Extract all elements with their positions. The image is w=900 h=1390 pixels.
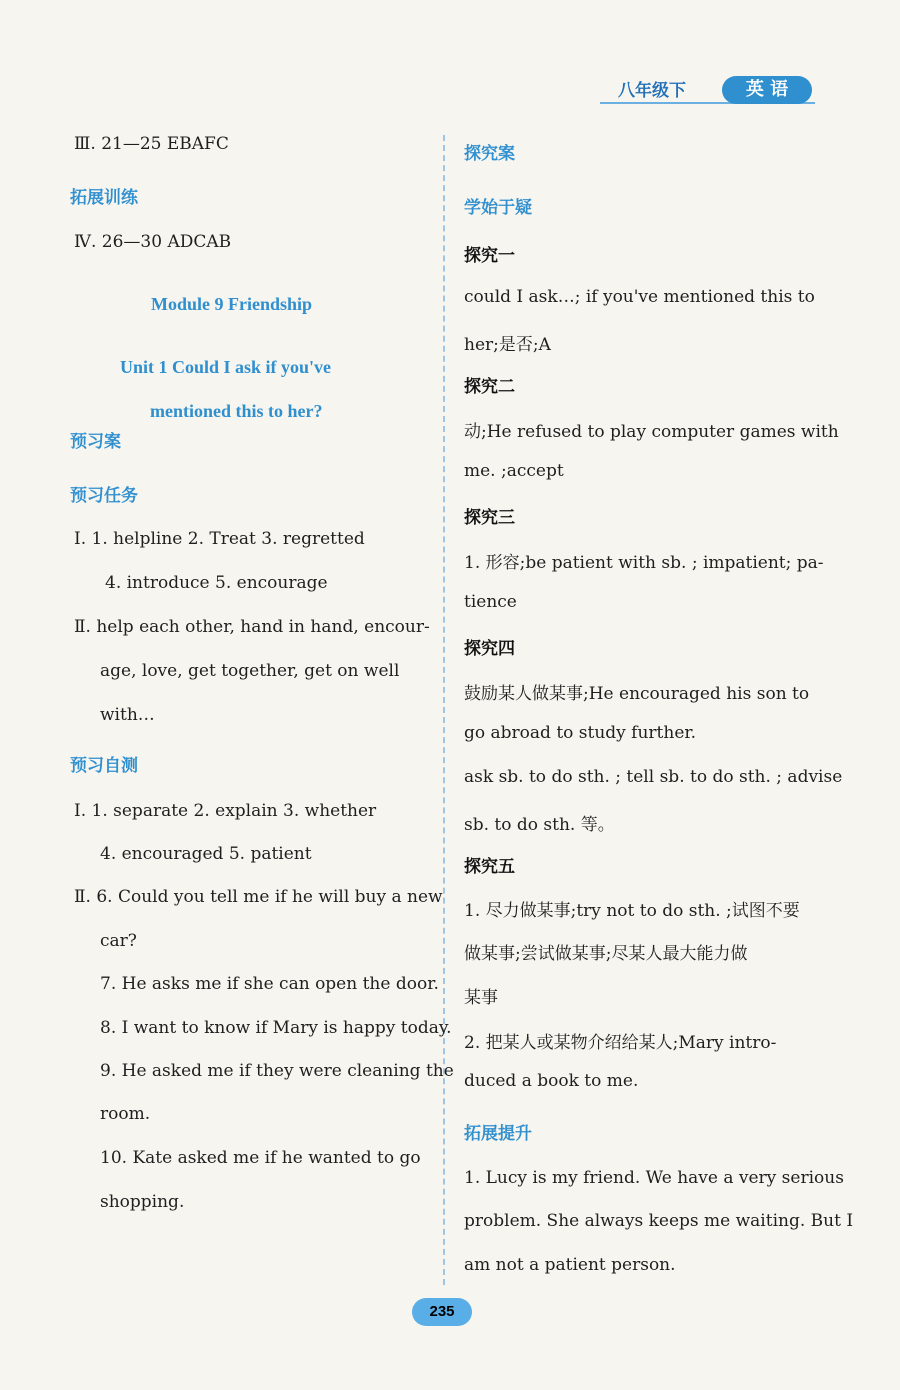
answer-line: sb. to do sth. 等。 (464, 815, 615, 835)
answer-line: problem. She always keeps me waiting. But I (464, 1211, 854, 1231)
answer-line: me. ;accept (464, 461, 564, 481)
answer-line: ask sb. to do sth. ; tell sb. to do sth. ; advise (464, 767, 843, 787)
sub-heading: 探究三 (464, 508, 515, 528)
answer-line: could I ask…; if you've mentioned this to (464, 287, 815, 307)
answer-line: 鼓励某人做某事;He encouraged his son to (464, 684, 810, 704)
answer-line: 1. Lucy is my friend. We have a very serious (464, 1168, 844, 1188)
page-number: 235 (412, 1298, 472, 1326)
answer-line: Ⅳ. 26—30 ADCAB (74, 232, 232, 252)
section-heading: 拓展提升 (464, 1124, 532, 1144)
answer-line: car? (100, 931, 137, 951)
answer-line: 做某事;尝试做某事;尽某人最大能力做 (464, 944, 748, 964)
answer-line: go abroad to study further. (464, 723, 697, 743)
unit-title: Unit 1 Could I ask if you've (120, 357, 332, 377)
answer-line: am not a patient person. (464, 1255, 676, 1275)
sub-heading: 探究二 (464, 377, 515, 397)
answer-line: age, love, get together, get on well (100, 661, 400, 681)
sub-heading: 探究五 (464, 857, 515, 877)
module-title: Module 9 Friendship (151, 294, 313, 314)
section-heading: 预习案 (70, 432, 121, 452)
answer-line: with… (100, 705, 155, 725)
section-heading: 学始于疑 (464, 198, 532, 218)
answer-line: Ⅱ. help each other, hand in hand, encour- (74, 617, 430, 637)
header-grade: 八年级下 (618, 81, 686, 101)
answer-line: 动;He refused to play computer games with (464, 422, 839, 442)
answer-line: 9. He asked me if they were cleaning the (100, 1061, 454, 1081)
section-heading: 预习自测 (70, 756, 138, 776)
answer-line: 2. 把某人或某物介绍给某人;Mary intro- (464, 1033, 777, 1053)
answer-line: Ⅱ. 6. Could you tell me if he will buy a new (74, 887, 443, 907)
answer-line: 某事 (464, 988, 498, 1008)
answer-line: 4. introduce 5. encourage (105, 573, 328, 593)
answer-line: tience (464, 592, 517, 612)
section-heading: 拓展训练 (70, 188, 138, 208)
answer-line: her;是否;A (464, 335, 551, 355)
subject-badge: 英 语 (722, 76, 812, 104)
sub-heading: 探究一 (464, 246, 515, 266)
column-divider (443, 135, 445, 1285)
unit-title: mentioned this to her? (150, 401, 323, 421)
answer-line: duced a book to me. (464, 1071, 639, 1091)
answer-line: shopping. (100, 1192, 185, 1212)
section-heading: 预习任务 (70, 486, 138, 506)
answer-line: 10. Kate asked me if he wanted to go (100, 1148, 421, 1168)
answer-line: Ⅲ. 21—25 EBAFC (74, 134, 229, 154)
answer-line: Ⅰ. 1. separate 2. explain 3. whether (74, 801, 377, 821)
answer-line: 7. He asks me if she can open the door. (100, 974, 439, 994)
answer-line: 1. 尽力做某事;try not to do sth. ;试图不要 (464, 901, 800, 921)
section-heading: 探究案 (464, 144, 515, 164)
sub-heading: 探究四 (464, 639, 515, 659)
answer-line: 4. encouraged 5. patient (100, 844, 312, 864)
answer-line: Ⅰ. 1. helpline 2. Treat 3. regretted (74, 529, 365, 549)
answer-line: 8. I want to know if Mary is happy today. (100, 1018, 452, 1038)
answer-line: room. (100, 1104, 151, 1124)
answer-line: 1. 形容;be patient with sb. ; impatient; pa- (464, 553, 824, 573)
